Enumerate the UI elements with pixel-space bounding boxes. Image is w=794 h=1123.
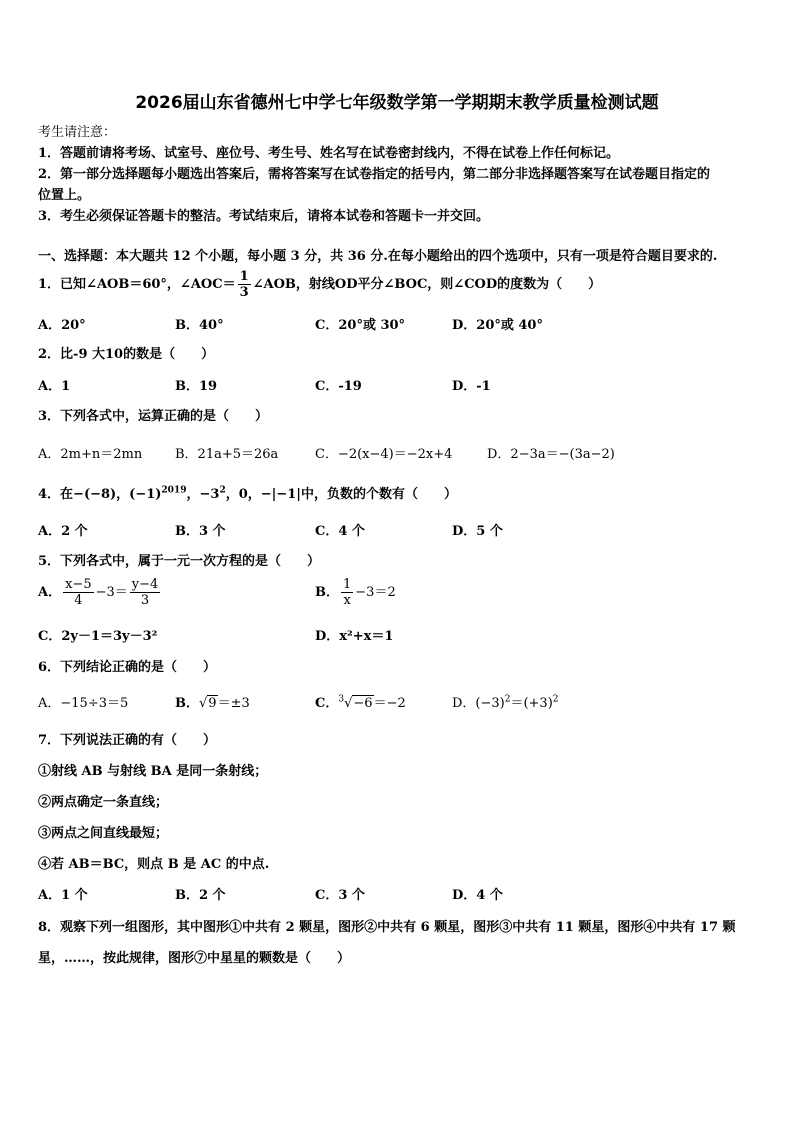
list-item: ④若 AB＝BC，则点 B 是 AC 的中点. <box>38 857 270 872</box>
page-title: 2026届山东省德州七中学七年级数学第一学期期末教学质量检测试题 <box>135 93 659 113</box>
option-c: C．20°或 30° <box>315 318 406 333</box>
notice-item: 3．考生必须保证答题卡的整洁。考试结束后，请将本试卷和答题卡一并交回。 <box>38 209 490 224</box>
notice-heading: 考生请注意： <box>38 125 117 140</box>
option-label: B． <box>315 585 339 600</box>
option-d: D．x²+x＝1 <box>315 629 394 644</box>
numerator: x−5 <box>65 577 92 592</box>
option-b: B．2 个 <box>175 888 226 903</box>
option-a <box>38 578 162 607</box>
section-heading: 一、选择题：本大题共 12 个小题，每小题 3 分，共 36 分.在每小题给出的四个选项中，只有一项是符合题目要求的. <box>38 249 718 264</box>
exponent: 2 <box>552 694 559 705</box>
list-item: ②两点确定一条直线； <box>38 795 169 810</box>
numerator: y−4 <box>131 577 159 592</box>
option-b <box>315 578 396 607</box>
q1-stem-part: ∠AOB，射线OD平分∠BOC，则∠COD的度数为（ ） <box>252 277 602 292</box>
question-6-stem: 6．下列结论正确的是（ ） <box>38 660 217 675</box>
radicand: 9 <box>208 696 217 711</box>
fraction <box>341 578 353 607</box>
denominator: 3 <box>239 285 249 300</box>
numerator: 1 <box>239 269 249 284</box>
option-a: A．−15÷3＝5 <box>38 696 129 711</box>
question-1-stem <box>38 270 601 299</box>
option-label: C． <box>315 696 339 711</box>
fraction <box>130 578 161 607</box>
option-c: C．3 个 <box>315 888 365 903</box>
option-d: D．2−3a＝−(3a−2) <box>487 447 615 462</box>
q4-stem-part: 4．在−(−8)，(−1) <box>38 487 162 502</box>
option-text: ＝(+3) <box>510 696 553 711</box>
option-a: A．2m+n＝2mn <box>38 447 143 462</box>
question-3-stem: 3．下列各式中，运算正确的是（ ） <box>38 409 269 424</box>
question-2-stem: 2．比-9 大10的数是（ ） <box>38 347 215 362</box>
option-text: D．(−3) <box>452 696 505 711</box>
option-c: C．4 个 <box>315 524 365 539</box>
question-4-stem <box>38 483 457 502</box>
option-c: C．−2(x−4)＝−2x+4 <box>315 447 453 462</box>
exponent: 2 <box>219 485 226 496</box>
question-8-stem-cont: 星，……，按此规律，图形⑦中星星的颗数是（ ） <box>38 951 351 966</box>
question-8-stem: 8．观察下列一组图形，其中图形①中共有 2 颗星，图形②中共有 6 颗星，图形③中共有 11 颗星，图形④中共有 17 颗 <box>38 920 736 935</box>
numerator: 1 <box>343 577 352 592</box>
notice-item: 2．第一部分选择题每小题选出答案后，需将答案写在试卷指定的括号内，第二部分非选择题答案写在试卷题目指定的 <box>38 167 711 182</box>
option-text: ＝±3 <box>217 696 250 711</box>
option-d: D．5 个 <box>452 524 503 539</box>
fraction <box>238 270 251 299</box>
option-c: C．-19 <box>315 379 362 394</box>
radicand: −6 <box>353 696 373 711</box>
option-a: A．1 <box>38 379 71 394</box>
option-text: ＝−2 <box>373 696 406 711</box>
option-a: A．20° <box>38 318 86 333</box>
question-5-stem: 5．下列各式中，属于一元一次方程的是（ ） <box>38 554 321 569</box>
exponent: 2019 <box>161 485 187 496</box>
sqrt-icon: √ <box>199 696 208 711</box>
option-b: B．40° <box>175 318 224 333</box>
option-text: −3＝2 <box>355 585 396 600</box>
notice-item: 位置上。 <box>38 188 91 203</box>
sqrt-icon: √ <box>344 696 353 711</box>
option-text: −3＝ <box>95 585 128 600</box>
q1-stem-part: 1．已知∠AOB＝60°，∠AOC＝ <box>38 277 236 292</box>
q4-stem-part: ，0，−|−1|中，负数的个数有（ ） <box>225 487 458 502</box>
q4-stem-part: ，−3 <box>186 487 220 502</box>
notice-item: 1．答题前请将考场、试室号、座位号、考生号、姓名写在试卷密封线内，不得在试卷上作任何标记。 <box>38 146 620 161</box>
denominator: 3 <box>140 593 150 608</box>
option-b: B．21a+5＝26a <box>175 447 279 462</box>
option-d <box>452 692 559 711</box>
option-label: B． <box>175 696 199 711</box>
option-d: D．4 个 <box>452 888 503 903</box>
option-c: C．2y－1＝3y－3² <box>38 629 158 644</box>
list-item: ①射线 AB 与射线 BA 是同一条射线； <box>38 764 268 779</box>
root-index: 3 <box>338 694 345 705</box>
exponent: 2 <box>504 694 511 705</box>
list-item: ③两点之间直线最短； <box>38 826 169 841</box>
option-a: A．1 个 <box>38 888 88 903</box>
option-b <box>175 692 250 711</box>
option-b: B．3 个 <box>175 524 226 539</box>
option-d: D．20°或 40° <box>452 318 543 333</box>
option-a: A．2 个 <box>38 524 88 539</box>
option-b: B．19 <box>175 379 218 394</box>
option-d: D．-1 <box>452 379 491 394</box>
option-label: A． <box>38 585 62 600</box>
denominator: x <box>343 593 351 608</box>
fraction <box>63 578 94 607</box>
option-c <box>315 692 406 711</box>
question-7-stem: 7．下列说法正确的有（ ） <box>38 733 217 748</box>
denominator: 4 <box>74 593 83 608</box>
